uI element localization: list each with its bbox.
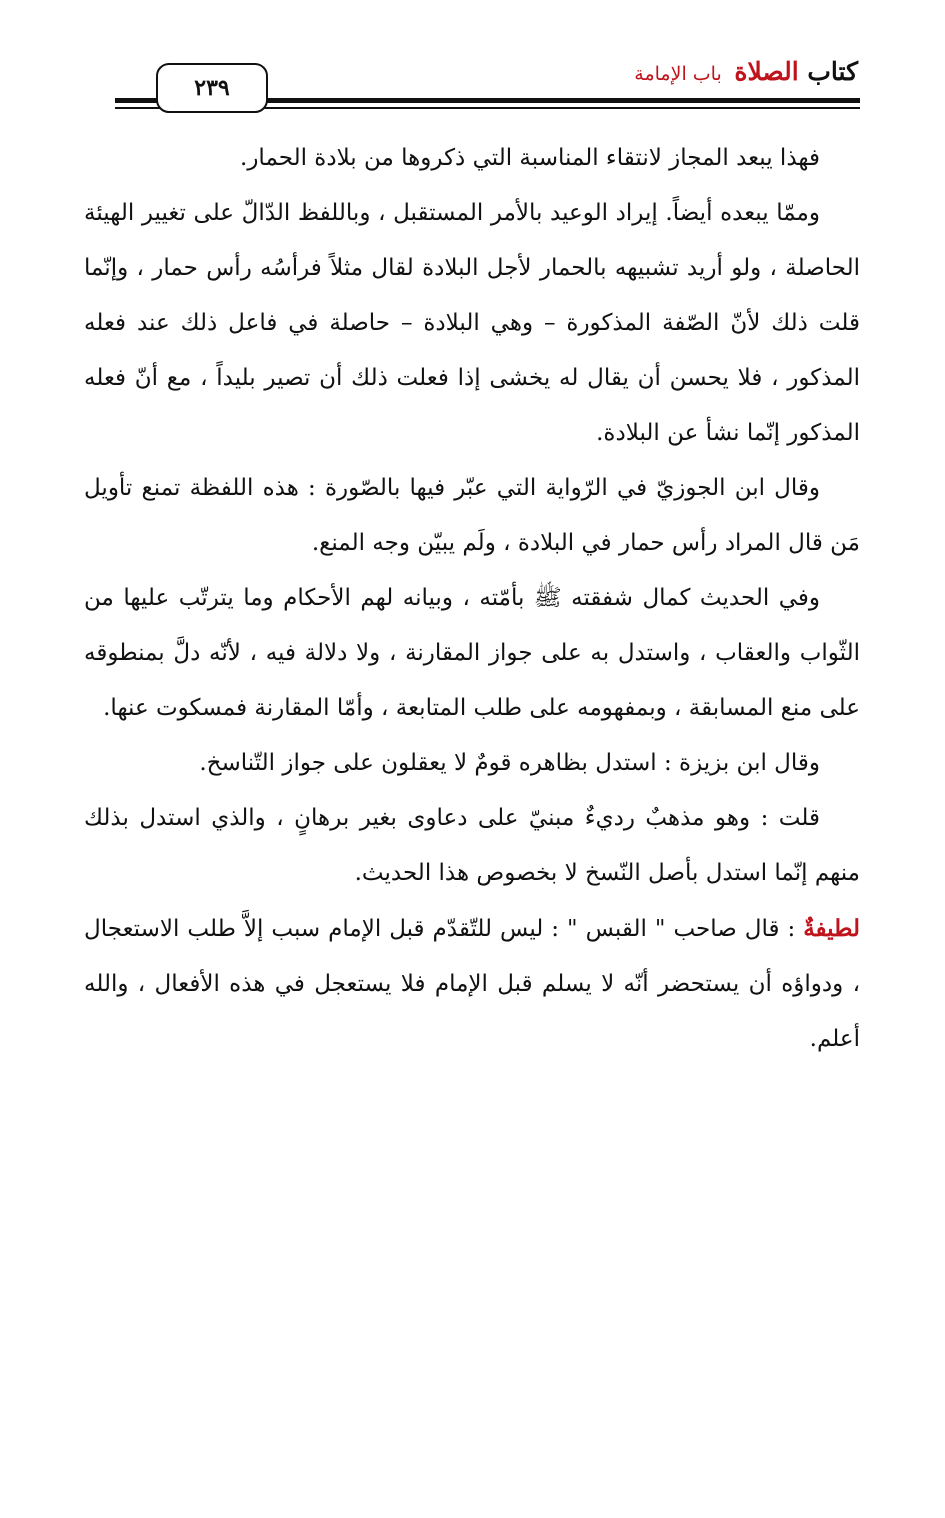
chapter-title: باب الإمامة — [634, 63, 722, 85]
body-text — [84, 131, 860, 1067]
latifa-label: لطيفةٌ — [803, 915, 860, 942]
page-number-box — [156, 63, 268, 113]
final-paragraph — [84, 901, 860, 1067]
paragraph: وممّا يبعده أيضاً. إيراد الوعيد بالأمر المستقبل ، وباللفظ الدّالّ على تغيير الهيئة الحاصلة ، ولو أريد تشبيهه بالحمار لأجل البلادة لقال مثلاً فرأسُه رأس حمار ، وإنّما قلت ذلك لأنّ الصّفة المذكورة – وهي البلادة – حاصلة في فاعل ذلك عند فعله المذكور ، فلا يحسن أن يقال له يخشى إذا فعلت ذلك أن تصير بليداً ، مع أنّ فعله المذكور إنّما نشأ عن البلادة. — [84, 200, 860, 446]
paragraph: وقال ابن بزيزة : استدل بظاهره قومٌ لا يعقلون على جواز التّناسخ. — [199, 750, 820, 776]
page-header — [0, 0, 945, 130]
paragraph: وقال ابن الجوزيّ في الرّواية التي عبّر فيها بالصّورة : هذه اللفظة تمنع تأويل مَن قال المراد رأس حمار في البلادة ، ولَم يبيّن وجه المنع. — [84, 475, 860, 556]
paragraph: قلت : وهو مذهبٌ رديءٌ مبنيّ على دعاوى بغير برهانٍ ، والذي استدل بذلك منهم إنّما استدل بأصل النّسخ لا بخصوص هذا الحديث. — [84, 805, 860, 886]
final-paragraph-text: : قال صاحب " القبس " : ليس للتّقدّم قبل الإمام سبب إلاَّ طلب الاستعجال ، ودواؤه أن يستحضر أنّه لا يسلم قبل الإمام فلا يستعجل في هذه الأفعال ، والله أعلم. — [84, 916, 860, 1052]
book-title-prefix: كتاب — [798, 57, 858, 86]
book-title — [734, 57, 858, 86]
book-title-highlight: الصلاة — [734, 57, 799, 86]
page-number: ٢٣٩ — [194, 75, 230, 101]
running-title — [634, 52, 858, 94]
paragraph: فهذا يبعد المجاز لانتقاء المناسبة التي ذكروها من بلادة الحمار. — [240, 145, 820, 171]
paragraph: وفي الحديث كمال شفقته ﷺ بأمّته ، وبيانه لهم الأحكام وما يترتّب عليها من الثّواب والعقاب ، واستدل به على جواز المقارنة ، ولا دلالة فيه ، لأنّه دلَّ بمنطوقه على منع المسابقة ، وبمفهومه على طلب المتابعة ، وأمّا المقارنة فمسكوت عنها. — [84, 585, 860, 721]
